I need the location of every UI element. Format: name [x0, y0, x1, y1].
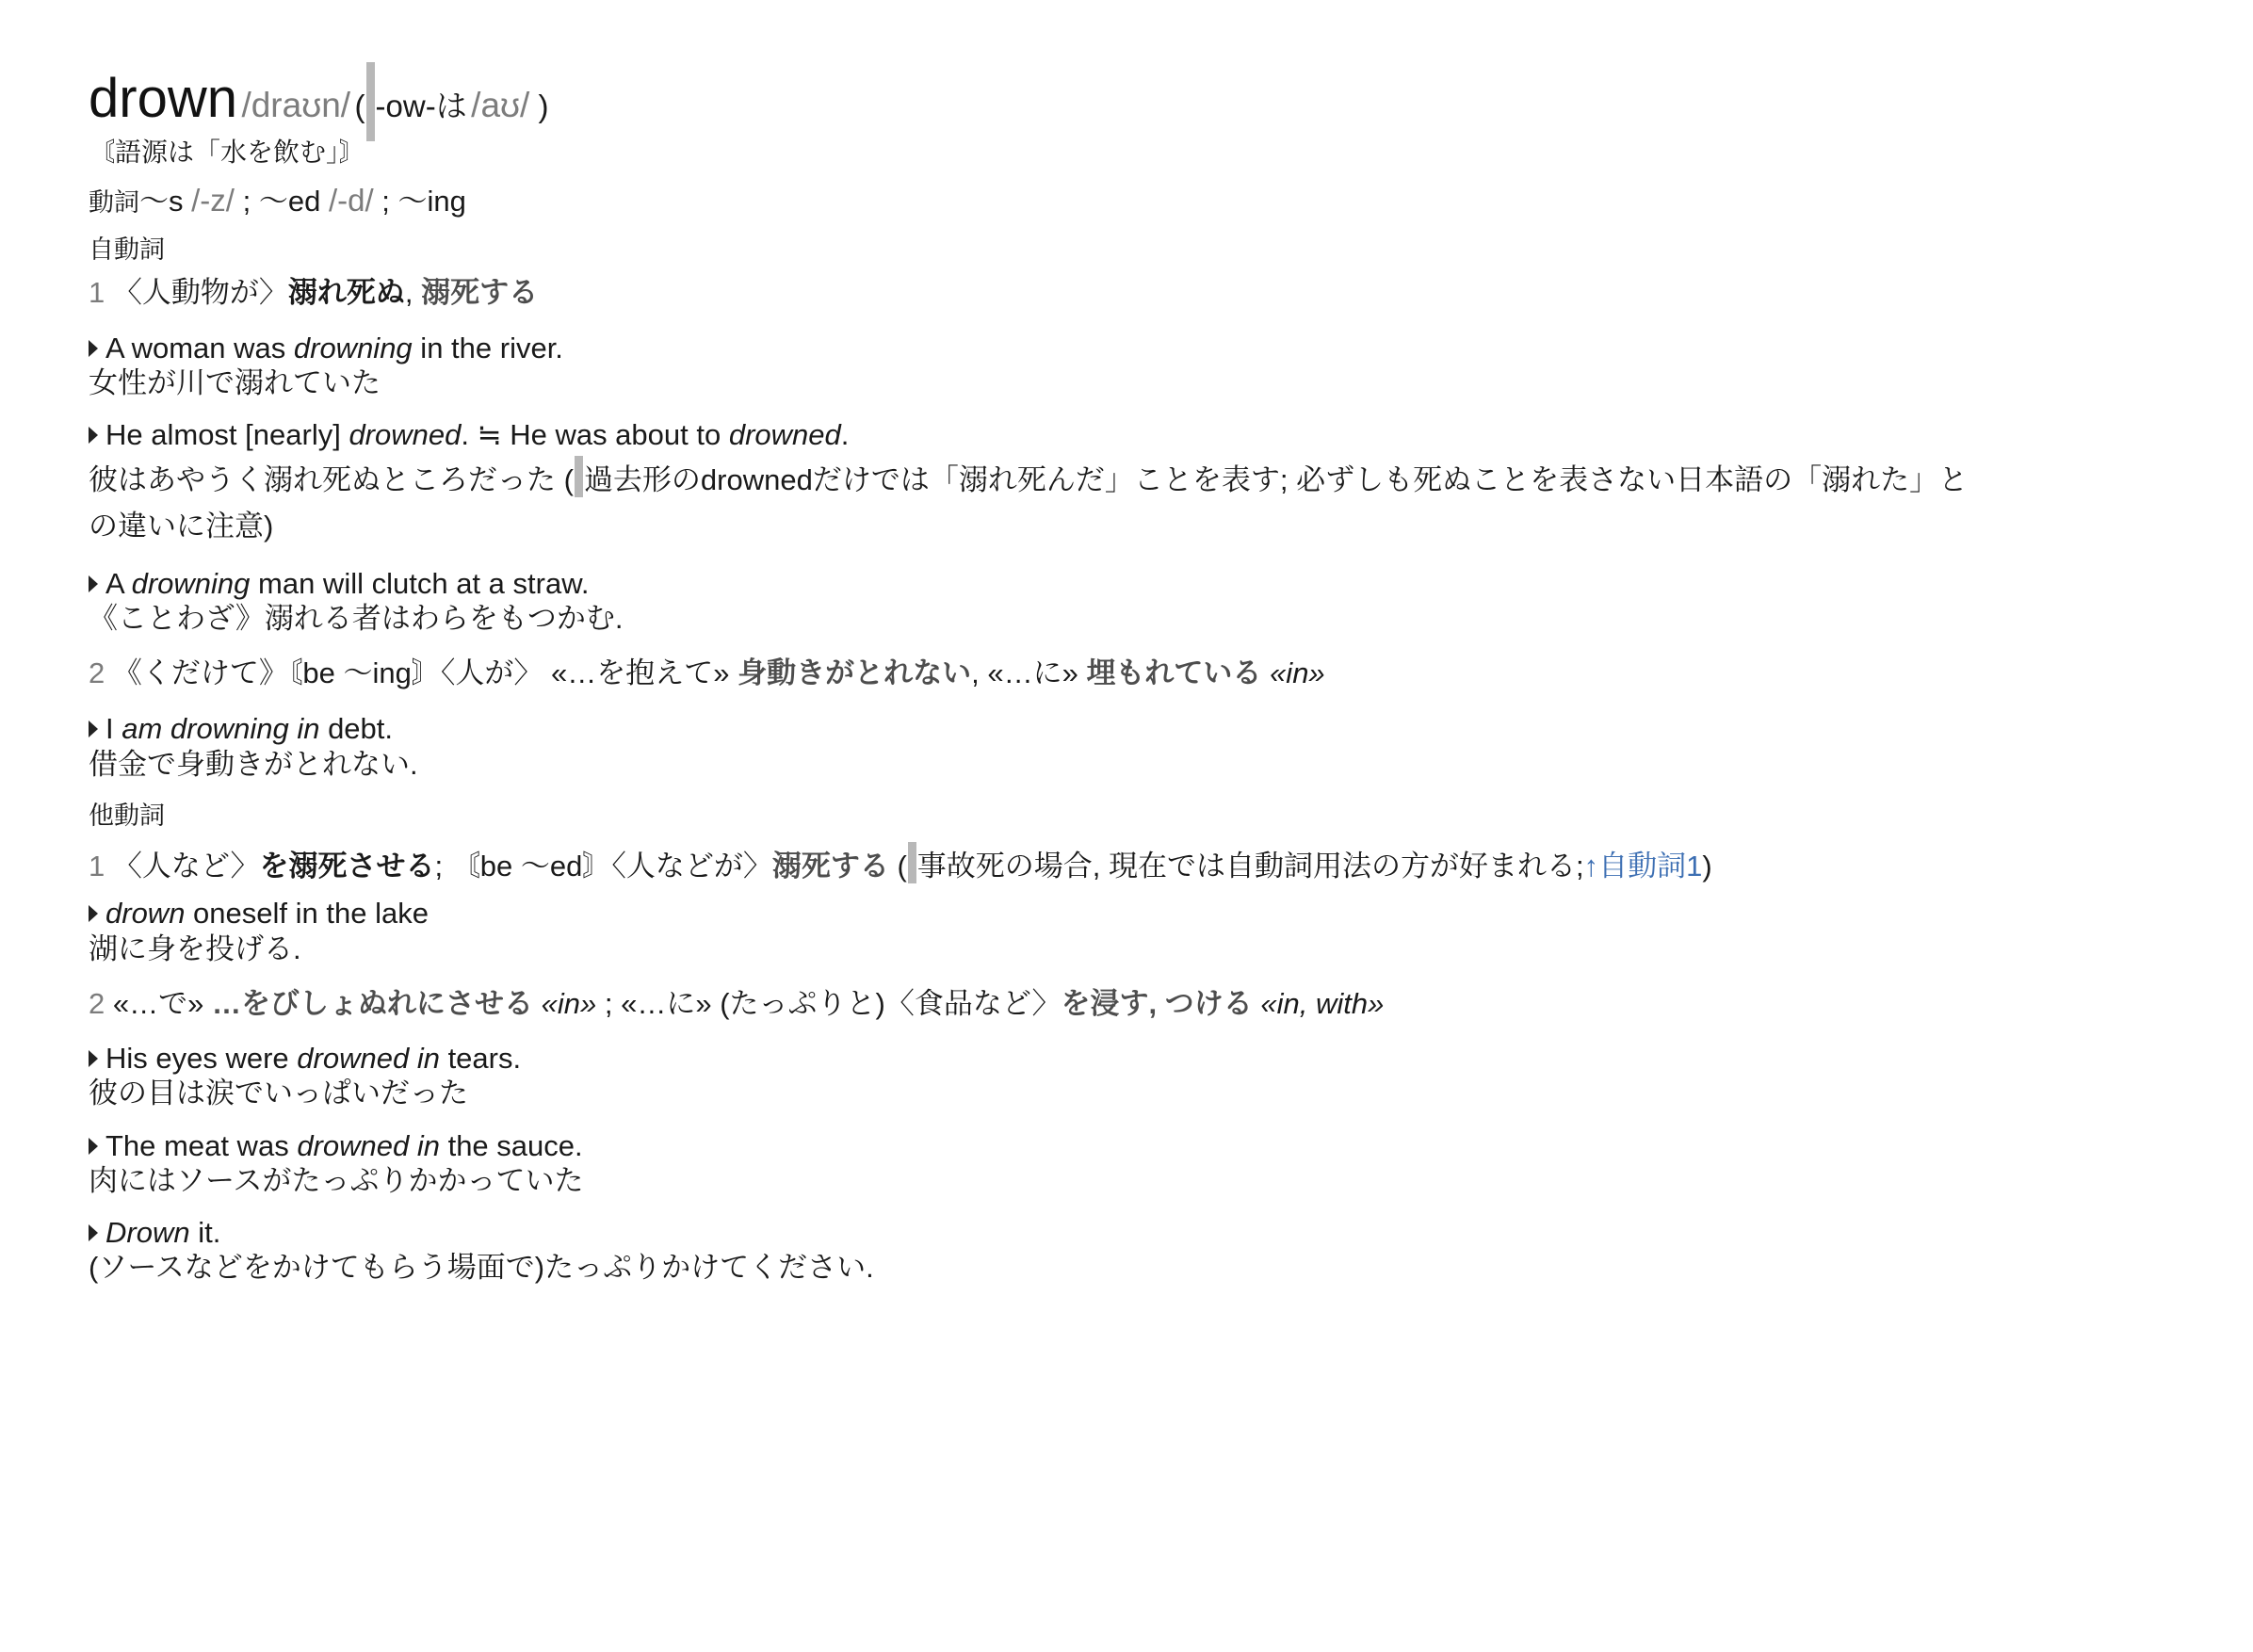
register-label: 《くだけて》 — [112, 656, 288, 689]
grammar-pattern: 〘be 〜ing〙 — [287, 656, 441, 689]
separator: ; — [381, 185, 390, 218]
text-cursor — [908, 842, 916, 883]
sense-number: 1 — [89, 276, 105, 309]
sense-number: 1 — [89, 850, 105, 883]
collocate: «…を抱えて» — [550, 656, 730, 689]
sense-gloss: を浸す, つける — [1061, 987, 1253, 1020]
inflection-ing: 〜ing — [397, 185, 466, 218]
disclosure-triangle-icon[interactable] — [89, 1224, 98, 1241]
example-en[interactable] — [89, 1042, 521, 1076]
example-emphasis: drown — [105, 897, 186, 930]
disclosure-triangle-icon[interactable] — [89, 340, 98, 357]
example-text: . — [840, 418, 850, 451]
text-cursor — [366, 62, 375, 141]
text-cursor — [575, 456, 583, 497]
example-en[interactable] — [89, 897, 429, 931]
example-text: A woman was — [105, 332, 294, 364]
example-emphasis: Drown — [105, 1216, 190, 1249]
inflection-s-ipa: /-z/ — [191, 183, 235, 218]
disclosure-triangle-icon[interactable] — [89, 1050, 98, 1067]
sense-gloss: を溺死させる — [259, 850, 435, 883]
example-text: The meat was — [105, 1129, 298, 1162]
disclosure-triangle-icon[interactable] — [89, 575, 98, 592]
example-text: tears. — [439, 1042, 522, 1075]
preposition: «in» — [541, 987, 597, 1020]
sense-gloss: …をびしょぬれにさせる — [211, 987, 533, 1020]
collocate: «…で» — [112, 987, 204, 1020]
pron-note-ipa: /aʊ/ — [471, 86, 530, 124]
example-text: A — [105, 567, 132, 600]
sense-number: 2 — [89, 987, 105, 1020]
pron-note-open: ( — [354, 89, 365, 123]
sense-transitive-2 — [89, 987, 1384, 1021]
example-text: in the river. — [412, 332, 563, 364]
example-en[interactable] — [89, 567, 589, 601]
disclosure-triangle-icon[interactable] — [89, 1138, 98, 1155]
example-ja: (ソースなどをかけてもらう場面で)たっぷりかけてください. — [89, 1251, 874, 1284]
example-ja: 彼の目は涙でいっぱいだった — [89, 1077, 468, 1109]
example-en[interactable] — [89, 332, 563, 365]
semicolon: ; — [604, 987, 613, 1020]
inflection-ed: 〜ed — [258, 185, 321, 218]
manner: (たっぷりと) — [720, 987, 885, 1020]
example-emphasis: drowned in — [297, 1129, 440, 1162]
note-paren: ( — [897, 850, 907, 883]
sense-object: 〈人など〉 — [112, 850, 260, 883]
sense-gloss: 溺れ死ぬ — [287, 276, 405, 309]
sense-object: 〈食品など〉 — [884, 987, 1062, 1020]
example-text: the sauce. — [439, 1129, 583, 1162]
example-ja-note: 過去形のdrownedだけでは「溺れ死んだ」ことを表す; 必ずしも死ぬことを表さない日本語の「溺れた」と — [583, 463, 1969, 496]
example-emphasis: drowning — [293, 332, 413, 364]
transitive-label: 他動詞 — [89, 802, 165, 830]
collocate: «…に» — [621, 987, 712, 1020]
example-en[interactable] — [89, 418, 849, 452]
example-ja — [89, 456, 1968, 497]
example-emphasis: am drowning in — [122, 712, 320, 745]
sense-intransitive-2 — [89, 656, 1325, 690]
example-emphasis: drowned — [728, 418, 841, 451]
grammar-pattern: 〘be 〜ed〙 — [450, 850, 612, 883]
example-en[interactable] — [89, 1216, 220, 1250]
pos-label: 動詞 — [89, 188, 139, 217]
example-text: debt. — [319, 712, 394, 745]
example-ja: 湖に身を投げる. — [89, 932, 301, 965]
example-text: I — [105, 712, 122, 745]
sense-number: 2 — [89, 656, 105, 689]
etymology: 〘語源は「水を飲む」〙 — [89, 138, 366, 167]
example-text: oneself in the lake — [185, 897, 429, 930]
example-text: man will clutch at a straw. — [250, 567, 590, 600]
example-text: He almost [nearly] — [105, 418, 349, 451]
headword-line — [89, 62, 549, 141]
preposition: «in, with» — [1260, 987, 1385, 1020]
headword: drown — [89, 68, 237, 129]
sense-transitive-1 — [89, 842, 1712, 883]
sense-subject: 〈人動物が〉 — [112, 276, 288, 309]
sense-gloss-alt: 溺死する — [771, 850, 889, 883]
example-text: His eyes were — [105, 1042, 298, 1075]
example-en[interactable] — [89, 1129, 583, 1163]
inflections-line — [89, 183, 466, 219]
note-paren: ) — [1702, 850, 1712, 883]
comma: , — [404, 276, 413, 309]
disclosure-triangle-icon[interactable] — [89, 721, 98, 737]
sense-gloss: 身動きがとれない — [737, 656, 972, 689]
disclosure-triangle-icon[interactable] — [89, 905, 98, 922]
collocate: «…に» — [987, 656, 1078, 689]
pron-note-close: ) — [529, 89, 549, 123]
example-en[interactable] — [89, 712, 393, 746]
example-emphasis: drowned in — [297, 1042, 440, 1075]
example-emphasis: drowned — [348, 418, 462, 451]
sense-subject: 〈人が〉 — [440, 656, 543, 689]
example-ja: 借金で身動きがとれない. — [89, 748, 418, 781]
sense-intransitive-1 — [89, 276, 538, 310]
pron-note-label: -ow-は — [375, 89, 467, 123]
intransitive-label: 自動詞 — [89, 235, 165, 264]
example-ja: 肉にはソースがたっぷりかかっていた — [89, 1164, 584, 1197]
pronunciation: /draʊn/ — [241, 86, 351, 124]
sense-gloss-alt: 溺死する — [421, 276, 539, 309]
cross-reference-link[interactable]: ↑自動詞1 — [1583, 850, 1703, 883]
example-emphasis: drowning — [131, 567, 251, 600]
example-text: it. — [189, 1216, 221, 1249]
example-ja: 女性が川で溺れていた — [89, 366, 381, 399]
separator: ; — [242, 185, 251, 218]
example-ja: 《ことわざ》溺れる者はわらをもつかむ. — [89, 602, 624, 635]
inflection-ed-ipa: /-d/ — [328, 183, 374, 218]
sense-subject: 〈人などが〉 — [611, 850, 772, 883]
preposition: «in» — [1270, 656, 1325, 689]
example-ja-continued: の違いに注意) — [89, 510, 274, 543]
usage-note: 事故死の場合, 現在では自動詞用法の方が好まれる; — [916, 850, 1584, 883]
sense-gloss: 埋もれている — [1086, 656, 1262, 689]
semicolon: ; — [434, 850, 444, 883]
disclosure-triangle-icon[interactable] — [89, 427, 98, 444]
comma: , — [971, 656, 980, 689]
example-ja-text: 彼はあやうく溺れ死ぬところだった ( — [89, 463, 574, 496]
inflection-s: 〜s — [139, 185, 184, 218]
example-text: . ≒ He was about to — [461, 418, 729, 451]
